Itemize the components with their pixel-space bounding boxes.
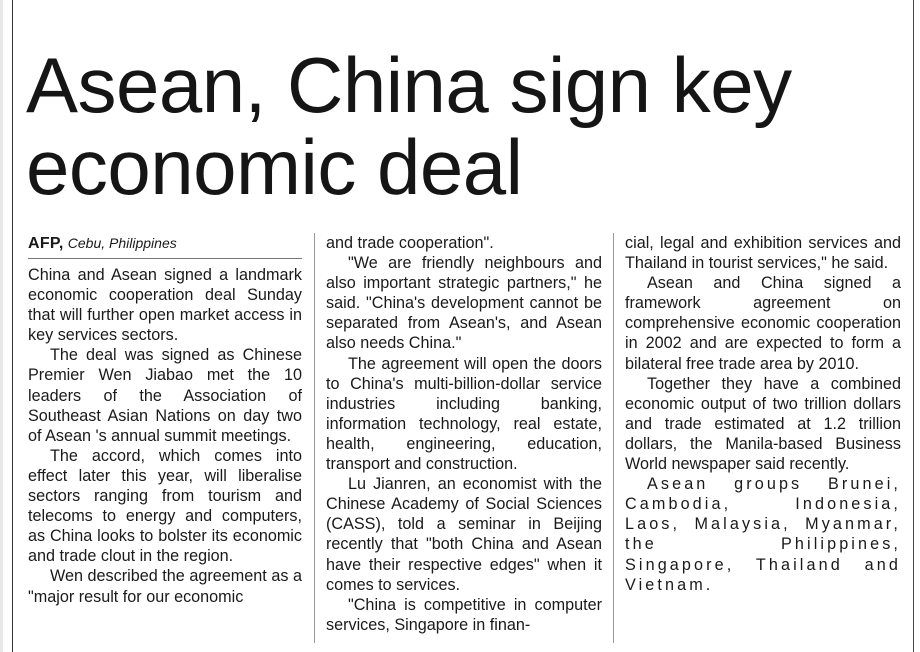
left-column-rule — [12, 0, 13, 652]
article-paragraph: Asean groups Brunei, Cambodia, Indonesia, Laos, Malaysia, Myanmar, the Philippines, Singapore, Thailand and Vietnam. — [625, 475, 901, 594]
article-paragraph: Wen described the agreement as a "major result for our economic — [28, 567, 302, 606]
article-column-1 — [28, 233, 302, 607]
article-paragraph: The accord, which comes into effect later this year, will liberalise sectors ranging from tourism and telecoms to energy and computers, as China looks to bolster its economic and trade clout in the region. — [28, 446, 302, 566]
article-headline: Asean, China sign key economic deal — [26, 41, 792, 211]
byline-place: Cebu, Philippines — [67, 235, 177, 251]
byline — [28, 233, 302, 254]
byline-agency: AFP, — [28, 235, 64, 252]
column-divider — [314, 233, 315, 643]
article-paragraph-continued: cial, legal and exhibition services and Thailand in tourist services," he said. — [625, 234, 901, 273]
article-paragraph: The agreement will open the doors to China's multi-billion-dollar service industries including banking, information technology, real estate, health, engineering, education, transport and construction. — [326, 354, 602, 474]
byline-divider — [28, 258, 302, 259]
column-divider — [613, 233, 614, 643]
article-column-2 — [326, 233, 602, 635]
article-paragraph: "China is competitive in computer services, Singapore in finan- — [326, 595, 602, 634]
article-paragraph: The deal was signed as Chinese Premier Wen Jiabao met the 10 leaders of the Association of Southeast Asian Nations on day two of Asean 's annual summit meetings. — [28, 346, 302, 445]
article-paragraph: Asean and China signed a framework agreement on comprehensive economic cooperation in 2002 and are expected to form a bilateral free trade area by 2010. — [625, 274, 901, 373]
article-paragraph: Together they have a combined economic output of two trillion dollars and trade estimated at 1.2 trillion dollars, the Manila-based Business World newspaper said recently. — [625, 374, 901, 474]
right-column-rule — [913, 0, 914, 652]
article-paragraph: China and Asean signed a landmark economic cooperation deal Sunday that will further open market access in key services sectors. — [28, 266, 302, 345]
article-paragraph: Lu Jianren, an economist with the Chinese Academy of Social Sciences (CASS), told a seminar in Beijing recently that "both China and Asean have their respective edges" when it comes to services. — [326, 475, 602, 594]
article-paragraph-continued: and trade cooperation". — [326, 234, 494, 252]
article-column-3 — [625, 233, 901, 595]
article-paragraph: "We are friendly neighbours and also important strategic partners," he said. "China's development cannot be separated from Asean's, and Asean also needs China." — [326, 254, 602, 353]
page-edge-shadow — [0, 0, 3, 652]
